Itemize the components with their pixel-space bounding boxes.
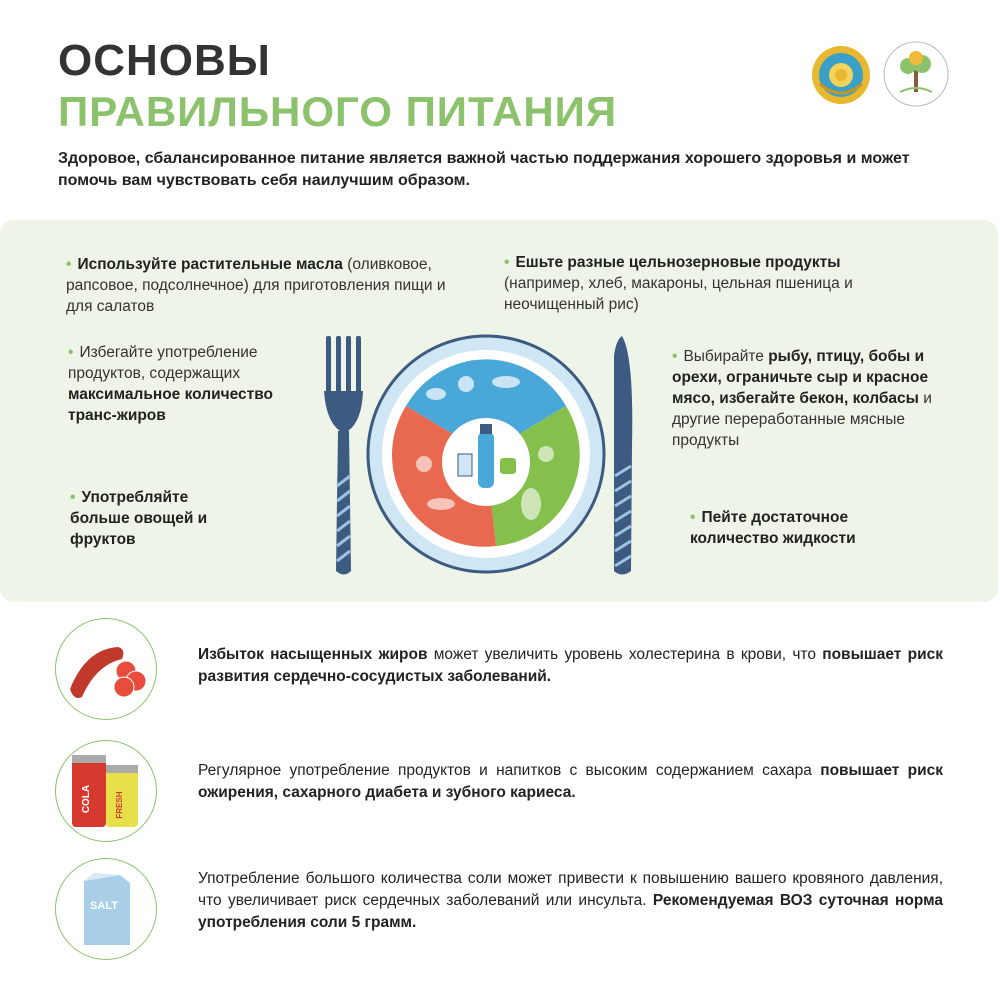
warning-sugar-text: Регулярное употребление продуктов и напитков с высоким содержанием сахара xyxy=(198,762,812,779)
warning-salt-recommendation: Рекомендуемая ВОЗ суточная норма употребления соли 5 грамм. xyxy=(198,892,943,931)
tip-trans-heading: максимальное количество транс-жиров xyxy=(68,386,274,424)
knife-icon xyxy=(604,336,640,576)
tip-veg-heading: Употребляйте больше овощей и фруктов xyxy=(70,489,208,548)
tip-trans-fats: • Избегайте употребление продуктов, содержащих максимальное количество транс-жиров xyxy=(68,344,274,424)
fresh-label: FRESH xyxy=(115,791,124,819)
warning-saturated-fats xyxy=(198,644,943,688)
intro-text: Здоровое, сбалансированное питание является важной частью поддержания хорошего здоровья и может помочь вам чувствовать себя наилучшим образом. xyxy=(58,150,910,189)
tip-protein: • Выбирайте рыбу, птицу, бобы и орехи, ограничьте сыр и красное мясо, избегайте бекон, колбасы и другие переработанные мясные продукты xyxy=(672,348,932,449)
tip-fluid-heading: Пейте достаточное количество жидкости xyxy=(690,509,856,547)
tip-grains-text: (например, хлеб, макароны, цельная пшеница и неочищенный рис) xyxy=(504,275,853,313)
salt-label: SALT xyxy=(90,900,118,912)
warning-salt xyxy=(198,868,943,934)
warning-salt-text: Употребление большого количества соли может привести к повышению вашего кровяного давления, что увеличивает риск сердечных заболеваний или инсульта. xyxy=(198,870,943,909)
state-emblem-icon xyxy=(810,44,872,106)
tip-grains-heading: Ешьте разные цельнозерновые продукты xyxy=(515,254,841,271)
tip-oils-heading: Используйте растительные масла xyxy=(77,256,343,273)
tip-oils-text: (оливковое, рапсовое, подсолнечное) для приготовления пищи и для салатов xyxy=(66,256,446,315)
tip-whole-grains: • Ешьте разные цельнозерновые продукты (например, хлеб, макароны, цельная пшеница и неочищенный рис) xyxy=(504,254,853,313)
tip-protein-text: другие переработанные мясные продукты xyxy=(672,411,905,449)
health-organization-logo-icon xyxy=(882,40,950,108)
soda-cans-icon-circle xyxy=(55,740,157,842)
cola-label: COLA xyxy=(81,784,92,814)
warning-sugar-consequence: повышает риск ожирения, сахарного диабета и зубного кариеса. xyxy=(198,762,944,801)
sausage-icon-circle xyxy=(55,618,157,720)
healthy-plate-illustration xyxy=(366,334,606,574)
tip-protein-mid: и xyxy=(923,390,932,407)
tip-fluids: • Пейте достаточное количество жидкости xyxy=(690,509,856,547)
fork-icon xyxy=(318,336,370,576)
page-title-line2: ПРАВИЛЬНОГО ПИТАНИЯ xyxy=(58,88,618,135)
salt-icon-circle xyxy=(55,858,157,960)
tip-vegetable-oils: • Используйте растительные масла (оливковое, рапсовое, подсолнечное) для приготовления пищи и для салатов xyxy=(66,256,446,315)
salt-pack-icon xyxy=(56,859,156,959)
tip-protein-heading: рыбу, птицу, бобы и орехи, ограничьте сыр и красное мясо, избегайте бекон, колбасы xyxy=(672,348,929,407)
sausage-icon xyxy=(56,619,156,719)
page-title-line1: ОСНОВЫ xyxy=(58,36,271,85)
warning-fat-text: может увеличить уровень холестерина в крови, что xyxy=(427,646,816,663)
warning-sugar xyxy=(198,760,943,804)
tip-protein-pre: Выбирайте xyxy=(683,348,764,365)
warning-fat-consequence: повышает риск развития сердечно-сосудистых заболеваний. xyxy=(198,646,943,685)
tip-vegetables: • Употребляйте больше овощей и фруктов xyxy=(70,489,208,548)
tip-trans-text: Избегайте употребление продуктов, содержащих xyxy=(68,344,258,382)
soda-cans-icon xyxy=(56,741,156,841)
warning-fat-heading: Избыток насыщенных жиров xyxy=(198,646,428,663)
